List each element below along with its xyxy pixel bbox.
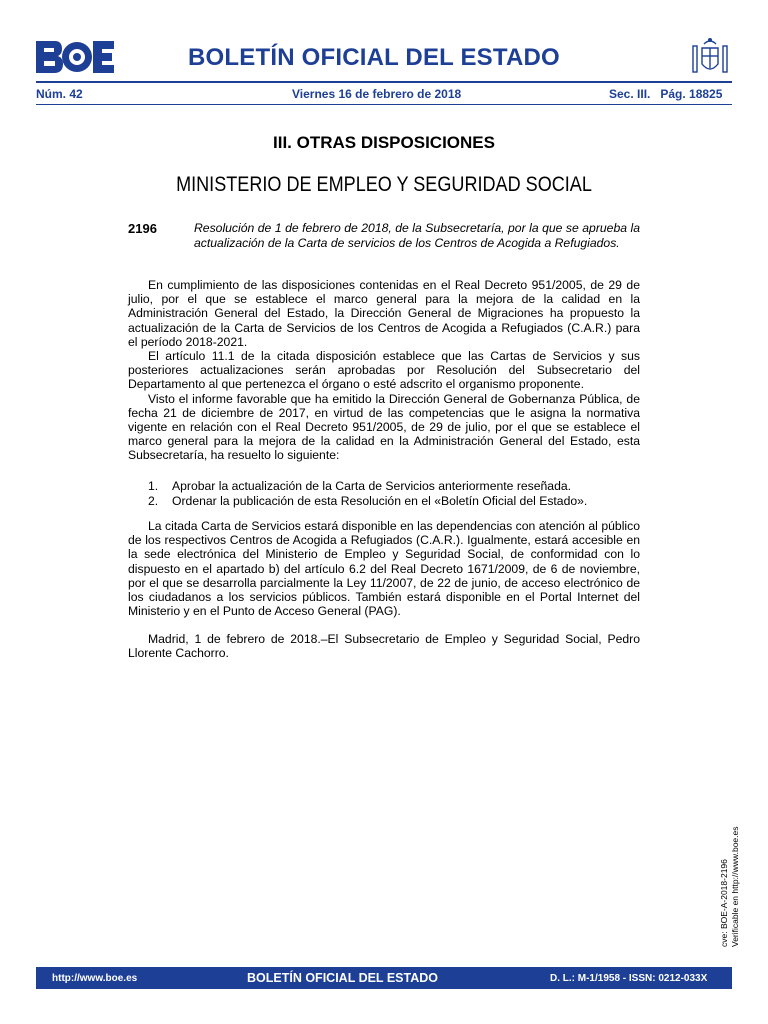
paragraph: Visto el informe favorable que ha emitido la Dirección General de Gobernanza Pública, de fecha 21 de diciembre de 2017, en virtud de las competencias que le asigna la normativa vigente en relación con el Real Decreto 951/2005, de 29 de julio, por el que se establece el marco general para la mejora de la calidad en la Administración General del Estado, esta Subsecretaría, ha resuelto lo siguiente: [128,391,640,463]
paragraph: En cumplimiento de las disposiciones contenidas en el Real Decreto 951/2005, de 29 de julio, por el que se establece el marco general para la mejora de la calidad en la Administración General del Estado, la Dirección General de Migraciones ha propuesto la actualización de la Carta de Servicios de los Centros de Acogida a Refugiados (C.A.R.) para el período 2018-2021. [128,278,640,349]
section-page: Sec. III. Pág. 18825 [609,87,723,101]
boe-logo [36,41,114,73]
paragraph: La citada Carta de Servicios estará disponible en las dependencias con atención al público de los respectivos Centros de Acogida a Refugiados (C.A.R.). Igualmente, estará accesible en la sede electrónica del Ministerio de Empleo y Seguridad Social, de conformidad con lo dispuesto en el apartado b) del artículo 6.2 del Real Decreto 1671/2009, de 6 de noviembre, por el que se desarrolla parcialmente la Ley 11/2007, de 22 de junio, de acceso electrónico de los ciudadanos a los servicios públicos. También estará disponible en el Portal Internet del Ministerio y en el Punto de Acceso General (PAG). [128,519,640,619]
ministry-title: MINISTERIO DE EMPLEO Y SEGURIDAD SOCIAL [176,173,592,196]
signature-block [128,632,640,660]
list-item: 1. Aprobar la actualización de la Carta de Servicios anteriormente reseñada. [148,479,572,493]
signature: Madrid, 1 de febrero de 2018.–El Subsecretario de Empleo y Seguridad Social, Pedro Llorente Cachorro. [128,632,640,661]
footer-title: BOLETÍN OFICIAL DEL ESTADO [247,971,438,985]
resolution-summary: Resolución de 1 de febrero de 2018, de la Subsecretaría, por la que se aprueba la actualización de la Carta de servicios de los Centros de Acogida a Refugiados. [194,221,640,251]
body-availability [128,519,640,618]
verification-note [719,707,747,947]
verify-link[interactable]: Verificable en http://www.boe.es [730,826,740,947]
document-number: 2196 [128,221,157,236]
list-item: 2. Ordenar la publicación de esta Resolución en el «Boletín Oficial del Estado». [148,494,588,508]
body-intro [128,278,640,463]
header-divider-bottom [36,104,732,105]
issue-number: Núm. 42 [36,87,83,101]
paragraph: El artículo 11.1 de la citada disposición establece que las Cartas de Servicios y sus posteriores actualizaciones serán aprobadas por Resolución del Subsecretario del Departamento al que pertenezca el órgano o esté adscrito el organismo proponente. [128,349,640,392]
section-title: III. OTRAS DISPOSICIONES [273,133,495,152]
footer-url-link[interactable]: http://www.boe.es [52,973,138,984]
footer-legal-deposit: D. L.: M-1/1958 - ISSN: 0212-033X [550,973,708,984]
coat-of-arms-icon [690,36,730,78]
header-divider [36,81,732,83]
cve-code: cve: BOE-A-2018-2196 [719,859,729,947]
resolution-list [148,479,640,509]
issue-date: Viernes 16 de febrero de 2018 [292,87,462,101]
gazette-title: BOLETÍN OFICIAL DEL ESTADO [188,44,560,71]
footer-bar [36,967,732,989]
